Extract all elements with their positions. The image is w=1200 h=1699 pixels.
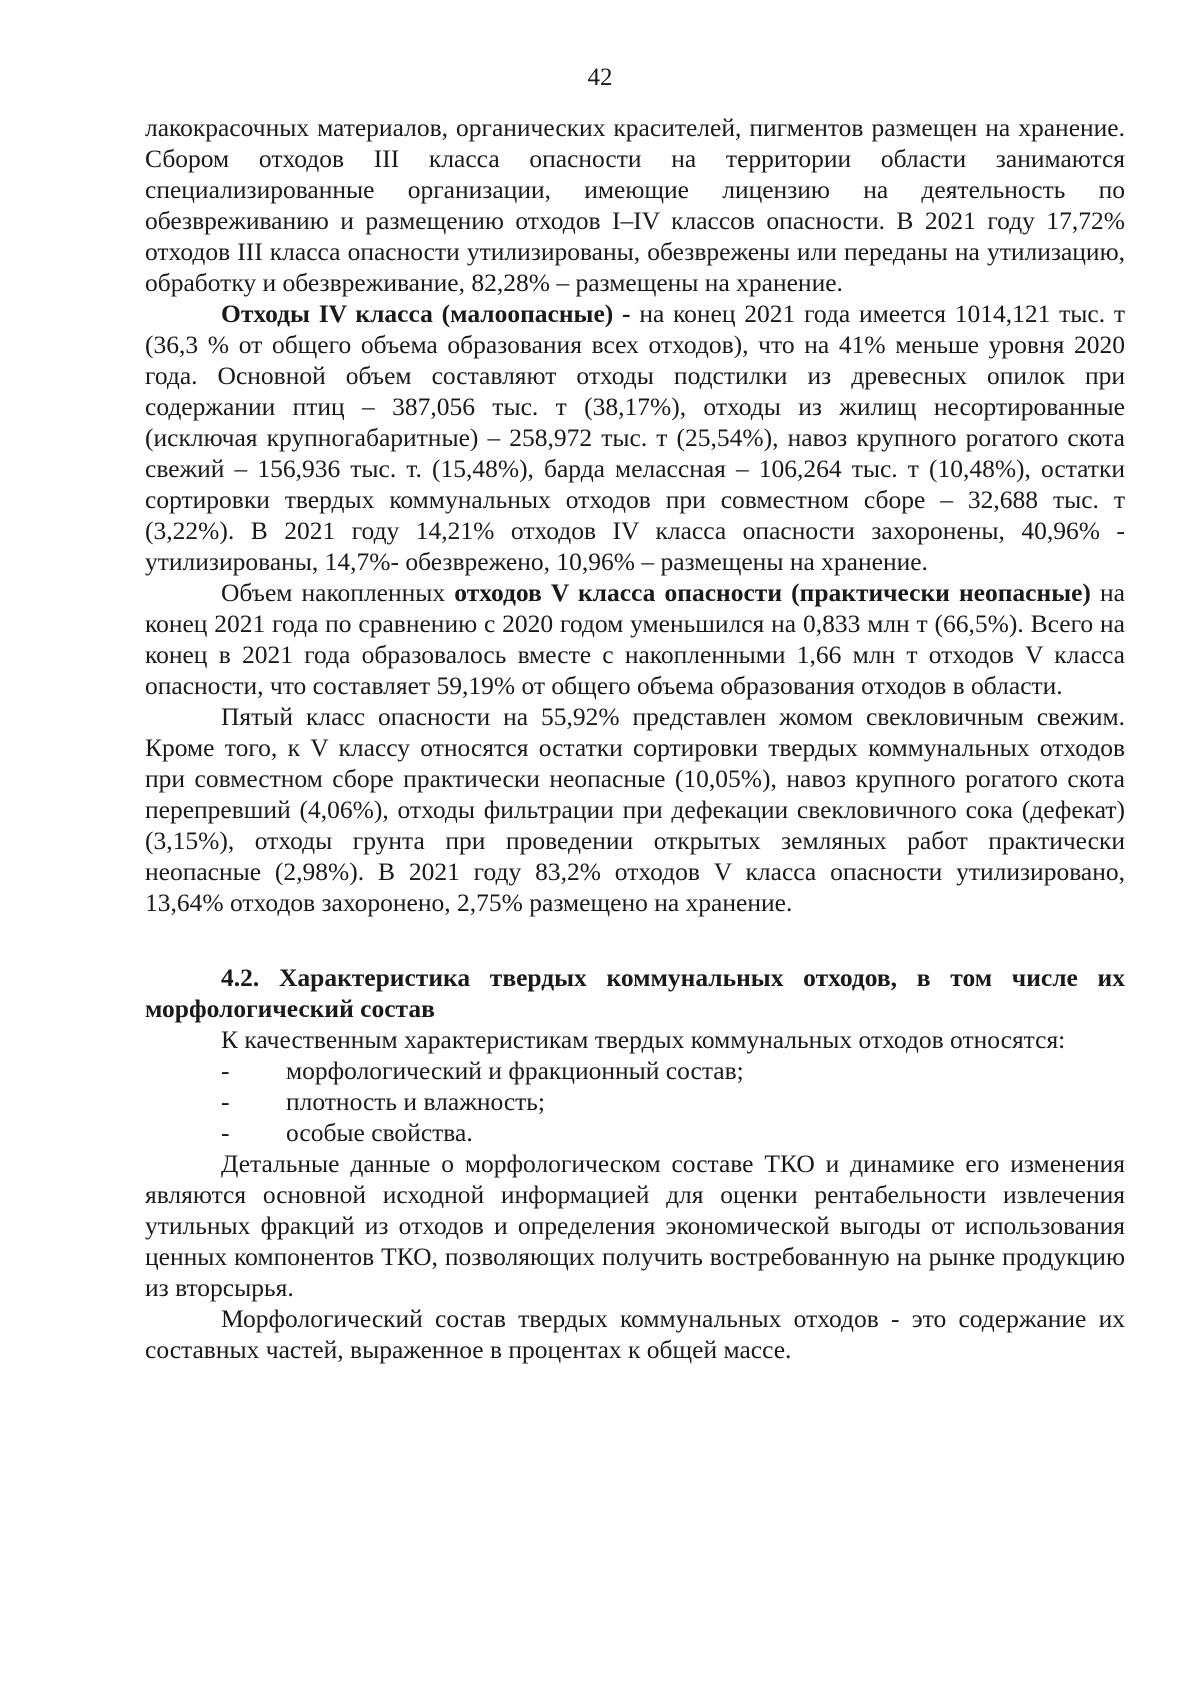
list-item: [145, 1055, 1125, 1086]
class5-heading-inline: отходов V класса опасности (практически неопасные): [454, 578, 1091, 607]
list-dash: -: [221, 1056, 230, 1085]
document-body: [145, 112, 1125, 1365]
list-item-text: особые свойства.: [286, 1118, 473, 1147]
paragraph-class3-continuation: лакокрасочных материалов, органических красителей, пигментов размещен на хранение. Сбором отходов III класса опасности на территории области занимаются специализированные организации, имеющие лицензию на деятельность по обезвреживанию и размещению отходов I–IV классов опасности. В 2021 году 17,72% отходов III класса опасности утилизированы, обезврежены или переданы на утилизацию, обработку и обезвреживание, 82,28% – размещены на хранение.: [145, 113, 1125, 297]
list-item: [145, 1086, 1125, 1117]
class4-text: на конец 2021 года имеется 1014,121 тыс. т (36,3 % от общего объема образования всех отходов), что на 41% меньше уровня 2020 года. Основной объем составляют отходы подстилки из древесных опилок при содержании птиц – 387,056 тыс. т (38,17%), отходы из жилищ несортированные (исключая крупногабаритные) – 258,972 тыс. т (25,54%), навоз крупного рогатого скота свежий – 156,936 тыс. т. (15,48%), барда мелассная – 106,264 тыс. т (10,48%), остатки сортировки твердых коммунальных отходов при совместном сборе – 32,688 тыс. т (3,22%). В 2021 году 14,21% отходов IV класса опасности захоронены, 40,96% - утилизированы, 14,7%- обезврежено, 10,96% – размещены на хранение.: [145, 299, 1125, 576]
list-item: [145, 1117, 1125, 1148]
list-item-text: морфологический и фракционный состав;: [286, 1056, 744, 1085]
list-item-text: плотность и влажность;: [286, 1087, 546, 1116]
paragraph-morphology-definition: Морфологический состав твердых коммунальных отходов - это содержание их составных частей, выраженное в процентах к общей массе.: [145, 1304, 1125, 1364]
paragraph-characteristics-intro: К качественным характеристикам твердых коммунальных отходов относятся:: [221, 1025, 1066, 1054]
page-number: 42: [587, 64, 613, 91]
paragraph-class5-waste: [145, 577, 1125, 701]
paragraph-class4-waste: [145, 298, 1125, 577]
characteristics-list: [145, 1055, 1125, 1148]
list-dash: -: [221, 1087, 230, 1116]
paragraph-morphology-data: Детальные данные о морфологическом составе ТКО и динамике его изменения являются основной исходной информацией для оценки рентабельности извлечения утильных фракций из отходов и определения экономической выгоды от использования ценных компонентов ТКО, позволяющих получить востребованную на рынке продукцию из вторсырья.: [145, 1149, 1125, 1302]
class5-text: на конец 2021 года по сравнению с 2020 годом уменьшился на 0,833 млн т (66,5%). Всего на конец в 2021 года образовалось вместе с накопленными 1,66 млн т отходов V класса опасности, что составляет 59,19% от общего объема образования отходов в области.: [145, 578, 1125, 700]
list-dash: -: [221, 1118, 230, 1147]
paragraph-class5-composition: Пятый класс опасности на 55,92% представлен жомом свекловичным свежим. Кроме того, к V классу относятся остатки сортировки твердых коммунальных отходов при совместном сборе практически неопасные (10,05%), навоз крупного рогатого скота перепревший (4,06%), отходы фильтрации при дефекации свекловичного сока (дефекат) (3,15%), отходы грунта при проведении открытых земляных работ практически неопасные (2,98%). В 2021 году 83,2% отходов V класса опасности утилизировано, 13,64% отходов захоронено, 2,75% размещено на хранение.: [145, 702, 1125, 917]
class4-heading-inline: Отходы IV класса (малоопасные) -: [221, 299, 631, 328]
section-heading: 4.2. Характеристика твердых коммунальных отходов, в том числе их морфологический состав: [145, 963, 1125, 1023]
class5-text-start: Объем накопленных: [221, 578, 455, 607]
